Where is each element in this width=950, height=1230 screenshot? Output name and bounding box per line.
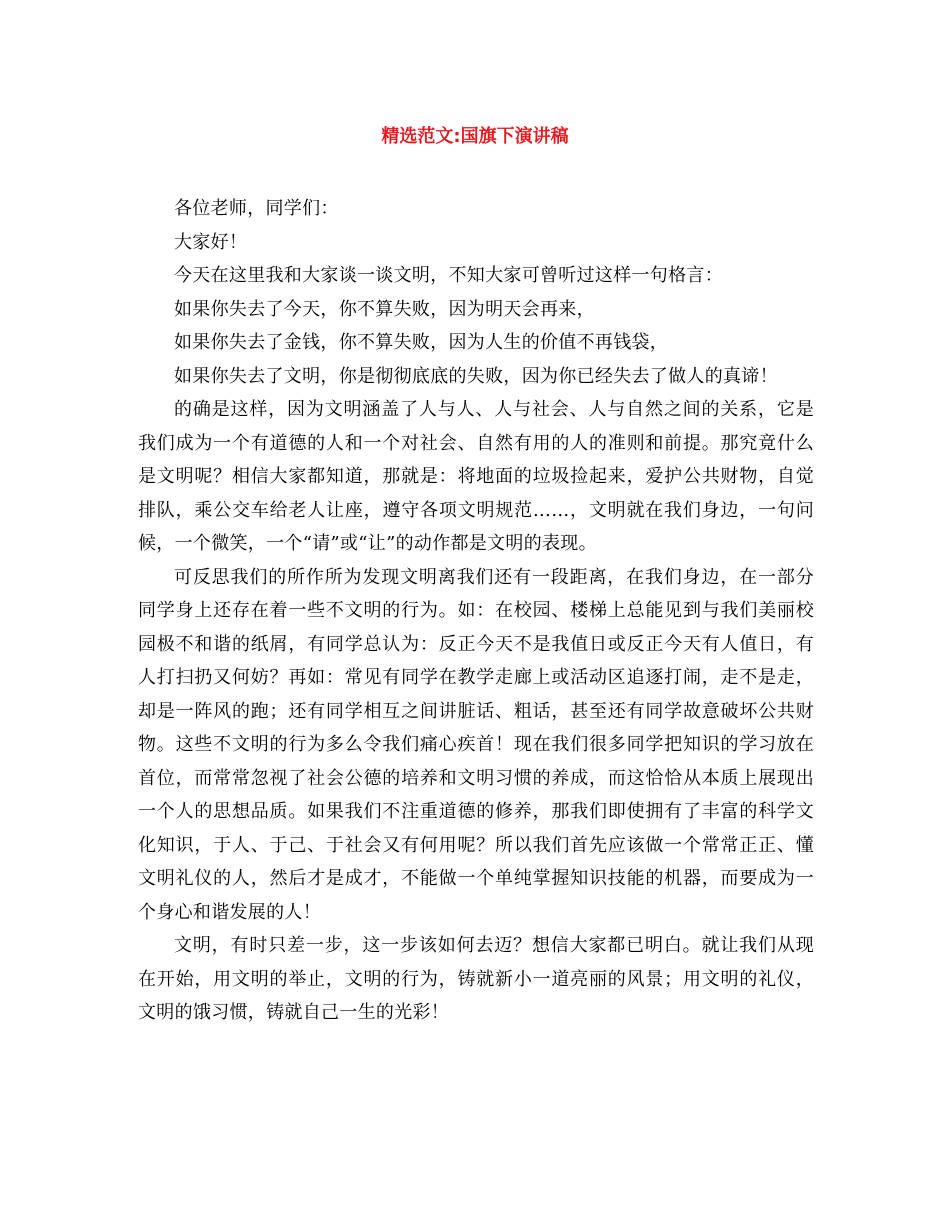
- paragraph-reflection: 可反思我们的所作所为发现文明离我们还有一段距离，在我们身边，在一部分同学身上还存在着一些不文明的行为。如：在校园、楼梯上总能见到与我们美丽校园极不和谐的纸屑，有同学总认为：反正今天不是我值日或反正今天有人值日，有人打扫扔又何妨？再如：常见有同学在教学走廊上或活动区追逐打闹，走不是走，却是一阵风的跑；还有同学相互之间讲脏话、粗话，甚至还有同学故意破坏公共财物。这些不文明的行为多么令我们痛心疾首！现在我们很多同学把知识的学习放在首位，而常常忽视了社会公德的培养和文明习惯的养成，而这恰恰从本质上展现出一个人的思想品质。如果我们不注重道德的修养，那我们即使拥有了丰富的科学文化知识，于人、于己、于社会又有何用呢？所以我们首先应该做一个常常正正、懂文明礼仪的人，然后才是成才，不能做一个单纯掌握知识技能的机器，而要成为一个身心和谐发展的人！: [138, 566, 814, 923]
- paragraph-hello: 大家好！: [174, 231, 248, 253]
- paragraph-quote-3: 如果你失去了文明，你是彻彻底底的失败，因为你已经失去了做人的真谛！: [174, 365, 778, 387]
- paragraph-greeting: 各位老师，同学们：: [174, 198, 339, 219]
- paragraph-conclusion: 文明，有时只差一步，这一步该如何去迈？想信大家都已明白。就让我们从现在开始，用文明的举止，文明的行为，铸就新小一道亮丽的风景；用文明的礼仪，文明的饿习惯，铸就自己一生的光彩！: [138, 935, 814, 1023]
- document-title: 精选范文:国旗下演讲稿: [381, 126, 569, 147]
- paragraph-civility-definition: 的确是这样，因为文明涵盖了人与人、人与社会、人与自然之间的关系，它是我们成为一个有道德的人和一个对社会、自然有用的人的准则和前提。那究竟什么是文明呢？相信大家都知道，那就是：将地面的垃圾捡起来，爱护公共财物，自觉排队，乘公交车给老人让座，遵守各项文明规范……，文明就在我们身边，一句问候，一个微笑，一个“请”或“让”的动作都是文明的表现。: [138, 399, 814, 554]
- paragraph-intro: 今天在这里我和大家谈一谈文明，不知大家可曾听过这样一句格言：: [174, 265, 723, 286]
- document-body: [138, 192, 814, 1030]
- paragraph-quote-2: 如果你失去了金钱，你不算失败，因为人生的价值不再钱袋，: [174, 332, 669, 353]
- paragraph-quote-1: 如果你失去了今天，你不算失败，因为明天会再来，: [174, 298, 595, 320]
